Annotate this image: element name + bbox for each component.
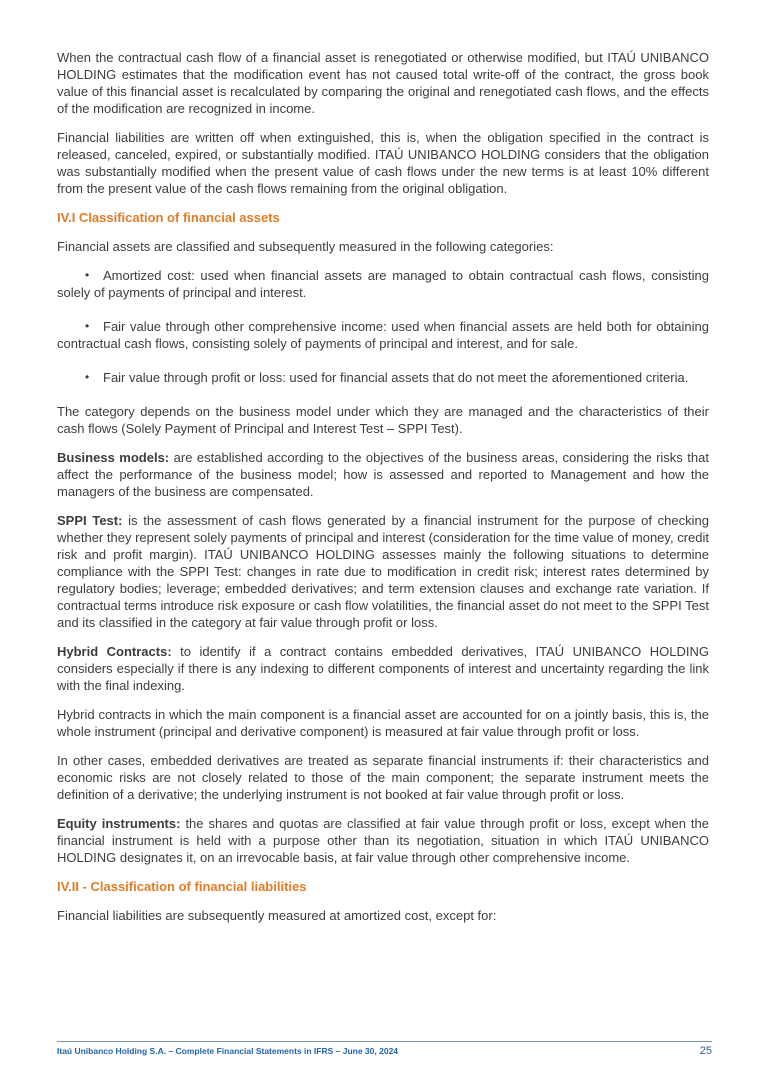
paragraph-hybrid-jointly: Hybrid contracts in which the main component is a financial asset are accounted for on a jointly basis, this is, the whole instrument (principal and derivative component) is measured at fair value through profit or loss. bbox=[57, 707, 709, 739]
paragraph-modification: When the contractual cash flow of a financial asset is renegotiated or otherwise modified, but ITAÚ UNIBANCO HOLDING estimates that the modification event has not caused total write-off of the contract, the gross book value of this financial asset is recalculated by comparing the original and renegotiated cash flows, and the effects of the modification are recognized in income. bbox=[57, 50, 709, 116]
page-number: 25 bbox=[699, 1045, 712, 1057]
paragraph-equity-instruments bbox=[57, 815, 709, 866]
hybrid-contracts-text: to identify if a contract contains embedded derivatives, ITAÚ UNIBANCO HOLDING considers especially if there is any indexing to different components of interest and uncertainty regarding the link with the final indexing. bbox=[57, 644, 709, 693]
section-heading-iv1: IV.I Classification of financial assets bbox=[57, 210, 280, 225]
business-models-label: Business models: bbox=[57, 450, 170, 465]
sppi-test-text: is the assessment of cash flows generated by a financial instrument for the purpose of checking whether they represent solely payments of principal and interest (consideration for the time value of money, credit risk and profit margin). ITAÚ UNIBANCO HOLDING assesses mainly the following situations to determine compliance with the SPPI Test: changes in rate due to modification in credit risk; interest rates determined by regulatory bodies; leverage; embedded derivatives; and term extension clauses and exchange rate variation. If contractual terms introduce risk exposure or cash flow volatilities, the financial asset do not meet to the SPPI Test and its classified in the category at fair value through profit or loss. bbox=[57, 513, 709, 630]
section-heading-iv2: IV.II - Classification of financial liabilities bbox=[57, 879, 307, 894]
equity-instruments-text: the shares and quotas are classified at fair value through profit or loss, except when the financial instrument is held with a purpose other than its negotiation, situation in which ITAÚ UNIBANCO HOLDING designates it, on an irrevocable basis, at fair value through other comprehensive income. bbox=[57, 816, 709, 865]
hybrid-contracts-label: Hybrid Contracts: bbox=[57, 644, 172, 659]
bullet-text: Amortized cost: used when financial assets are managed to obtain contractual cash flows, consisting solely of payments of principal and interest. bbox=[57, 268, 709, 300]
bullet-icon: • bbox=[85, 268, 90, 282]
equity-instruments-label: Equity instruments: bbox=[57, 816, 181, 831]
page-body bbox=[57, 49, 709, 936]
business-models-text: are established according to the objectives of the business areas, considering the risks that affect the performance of the business model; how is assessed and reported to Management and how the managers of the business are compensated. bbox=[57, 450, 709, 499]
bullet-text: Fair value through profit or loss: used for financial assets that do not meet the aforementioned criteria. bbox=[103, 370, 689, 385]
sppi-test-label: SPPI Test: bbox=[57, 513, 123, 528]
paragraph-sppi-test bbox=[57, 512, 709, 631]
bullet-icon: • bbox=[85, 370, 90, 384]
paragraph-liabilities-writeoff: Financial liabilities are written off when extinguished, this is, when the obligation specified in the contract is released, canceled, expired, or substantially modified. ITAÚ UNIBANCO HOLDING considers that the obligation was substantially modified when the present value of cash flows under the new terms is at least 10% different from the present value of the cash flows remaining from the original obligation. bbox=[57, 130, 709, 196]
paragraph-liabilities-measured: Financial liabilities are subsequently measured at amortized cost, except for: bbox=[57, 908, 497, 923]
bullet-text: Fair value through other comprehensive income: used when financial assets are held both for obtaining contractual cash flows, consisting solely of payments of principal and interest, and for sale. bbox=[57, 319, 709, 351]
paragraph-category-depends: The category depends on the business model under which they are managed and the characteristics of their cash flows (Solely Payment of Principal and Interest Test – SPPI Test). bbox=[57, 404, 709, 436]
paragraph-categories-intro: Financial assets are classified and subsequently measured in the following categories: bbox=[57, 239, 554, 254]
paragraph-business-models bbox=[57, 449, 709, 500]
paragraph-embedded-derivatives: In other cases, embedded derivatives are treated as separate financial instruments if: their characteristics and economic risks are not closely related to those of the main component; the separate instrument meets the definition of a derivative; the underlying instrument is not booked at fair value through profit or loss. bbox=[57, 753, 709, 802]
footer-document-title: Itaú Unibanco Holding S.A. – Complete Financial Statements in IFRS – June 30, 2024 bbox=[57, 1046, 399, 1056]
page-footer bbox=[57, 1041, 712, 1058]
bullet-item-amortized-cost bbox=[57, 267, 709, 301]
bullet-item-fvoci bbox=[57, 318, 709, 352]
bullet-item-fvtpl bbox=[57, 369, 709, 386]
bullet-icon: • bbox=[85, 319, 90, 333]
paragraph-hybrid-contracts bbox=[57, 643, 709, 694]
